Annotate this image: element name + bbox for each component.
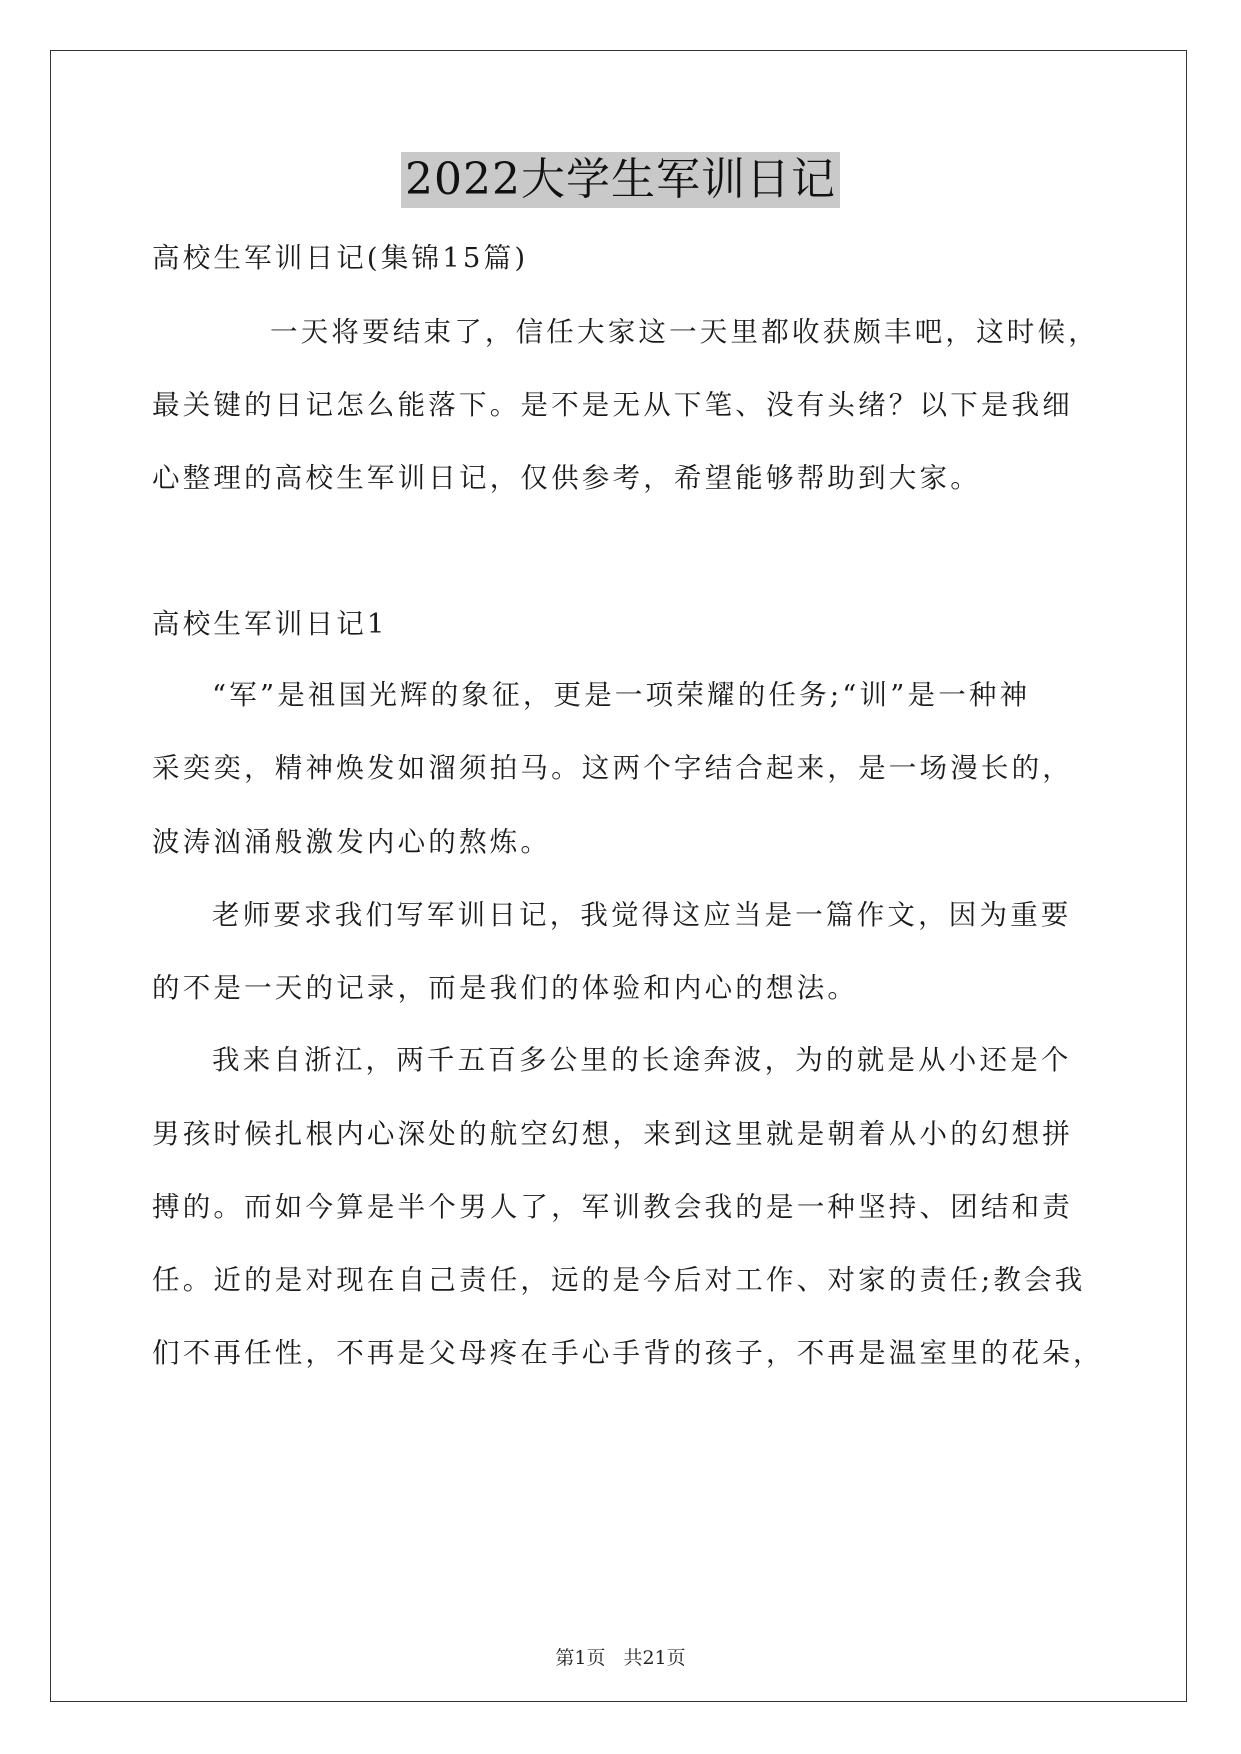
paragraph-line: 任。近的是对现在自己责任，远的是今后对工作、对家的责任;教会我 (152, 1264, 1086, 1296)
total-pages: 共21页 (623, 1647, 686, 1669)
paragraph-line: 我来自浙江，两千五百多公里的长途奔波，为的就是从小还是个 (212, 1044, 1072, 1076)
paragraph-line: 波涛汹涌般激发内心的熬炼。 (152, 826, 552, 858)
intro-line: 心整理的高校生军训日记，仅供参考，希望能够帮助到大家。 (152, 462, 981, 494)
page-border (50, 50, 1187, 1702)
page-footer (0, 1646, 1241, 1670)
paragraph-line: 搏的。而如今算是半个男人了，军训教会我的是一种坚持、团结和责 (152, 1191, 1073, 1223)
intro-line: 一天将要结束了，信任大家这一天里都收获颇丰吧，这时候， (270, 316, 1099, 348)
paragraph-line: 采奕奕，精神焕发如溜须拍马。这两个字结合起来，是一场漫长的， (152, 752, 1073, 784)
document-title: 2022大学生军训日记 (401, 152, 840, 208)
section-heading: 高校生军训日记1 (152, 608, 388, 640)
page-number: 第1页 (555, 1647, 606, 1669)
paragraph-line: 男孩时候扎根内心深处的航空幻想，来到这里就是朝着从小的幻想拼 (152, 1118, 1073, 1150)
paragraph-line: 的不是一天的记录，而是我们的体验和内心的想法。 (152, 972, 859, 1004)
paragraph-line: 老师要求我们写军训日记，我觉得这应当是一篇作文，因为重要 (212, 899, 1072, 931)
paragraph-line: 们不再任性，不再是父母疼在手心手背的孩子，不再是温室里的花朵， (152, 1337, 1104, 1369)
paragraph-line: “军”是祖国光辉的象征，更是一项荣耀的任务;“训”是一种神 (212, 679, 1031, 711)
intro-line: 最关键的日记怎么能落下。是不是无从下笔、没有头绪？以下是我细 (152, 389, 1073, 421)
document-subtitle: 高校生军训日记(集锦15篇) (152, 242, 529, 274)
title-container (0, 152, 1241, 208)
